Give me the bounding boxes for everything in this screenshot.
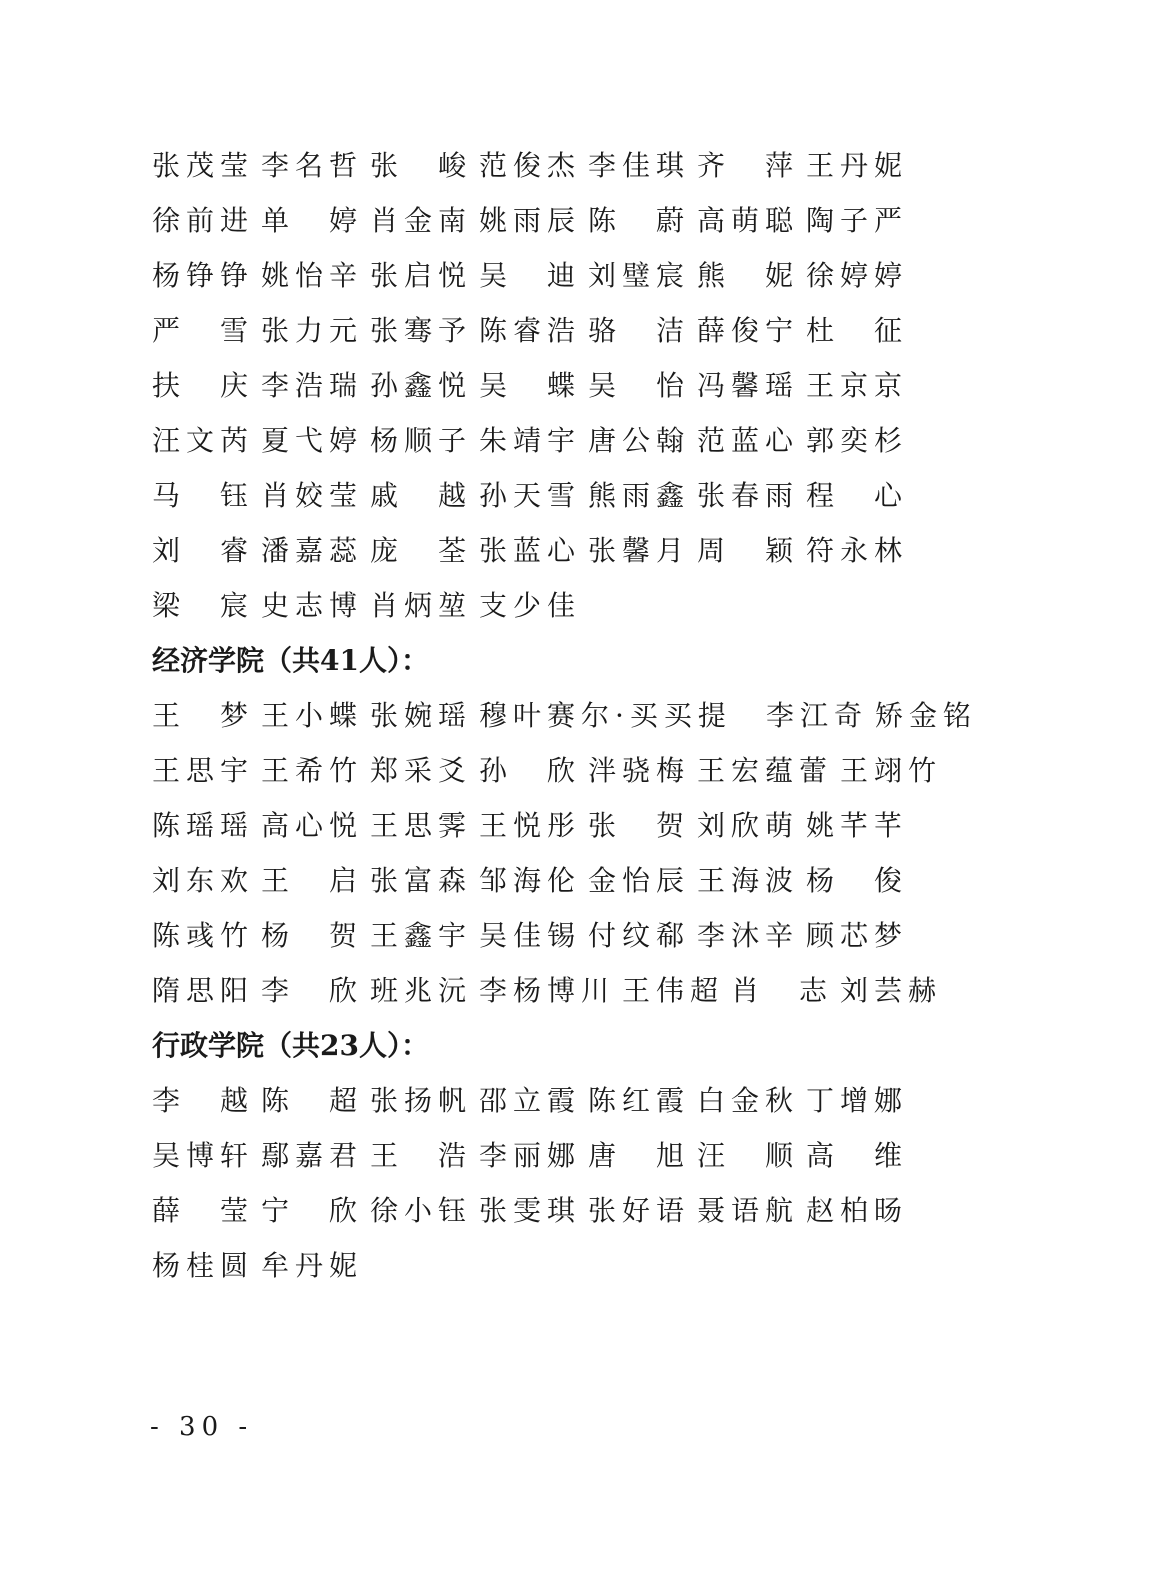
person-name: 符永林 (806, 534, 909, 567)
person-name: 唐 旭 (588, 1139, 691, 1172)
person-name: 张婉瑶 (370, 699, 473, 732)
name-row (152, 853, 952, 908)
person-name: 邹海伦 (479, 864, 582, 897)
person-name: 张 贺 (588, 809, 691, 842)
person-name: 李浩瑞 (261, 369, 364, 402)
person-name: 张雯琪 (479, 1194, 582, 1227)
person-name: 高心悦 (261, 809, 364, 842)
name-row (152, 523, 952, 578)
person-name: 赵柏旸 (806, 1194, 909, 1227)
person-name: 齐 萍 (697, 149, 800, 182)
person-name: 吴博轩 (152, 1139, 255, 1172)
person-name: 夏弋婷 (261, 424, 364, 457)
person-name: 邵立霞 (479, 1084, 582, 1117)
person-name: 聂语航 (697, 1194, 800, 1227)
person-name: 梁 宸 (152, 589, 255, 622)
name-row (152, 248, 952, 303)
name-row (152, 468, 952, 523)
section-heading: 经济学院（共41人）： (152, 644, 429, 677)
person-name: 陈睿浩 (479, 314, 582, 347)
person-name: 王海波 (697, 864, 800, 897)
person-name: 姚怡辛 (261, 259, 364, 292)
name-row (152, 963, 952, 1018)
person-name: 汪 顺 (697, 1139, 800, 1172)
person-name: 张富森 (370, 864, 473, 897)
person-name: 李佳琪 (588, 149, 691, 182)
person-name: 张力元 (261, 314, 364, 347)
name-row (152, 358, 952, 413)
person-name: 王希竹 (261, 754, 364, 787)
person-name: 隋思阳 (152, 974, 255, 1007)
person-name: 程 心 (806, 479, 909, 512)
person-name: 肖 志 (731, 974, 834, 1007)
person-name: 张蓝心 (479, 534, 582, 567)
person-name: 矫金铭 (875, 699, 978, 732)
name-list-content (152, 138, 978, 1293)
person-name: 陈 超 (261, 1084, 364, 1117)
person-name: 杨铮铮 (152, 259, 255, 292)
person-name: 戚 越 (370, 479, 473, 512)
person-name: 杜 征 (806, 314, 909, 347)
name-row (152, 1183, 952, 1238)
person-name: 牟丹妮 (261, 1249, 364, 1282)
person-name: 王小蝶 (261, 699, 364, 732)
person-name: 严 雪 (152, 314, 255, 347)
person-name: 李杨博川 (479, 974, 616, 1007)
person-name: 杨 贺 (261, 919, 364, 952)
person-name: 肖姣莹 (261, 479, 364, 512)
person-name: 王伟超 (622, 974, 725, 1007)
person-name: 穆叶赛尔·买买提 (479, 699, 732, 732)
person-name: 吴 迪 (479, 259, 582, 292)
page-number: - 30 - (150, 1412, 254, 1442)
person-name: 宁 欣 (261, 1194, 364, 1227)
person-name: 张好语 (588, 1194, 691, 1227)
person-name: 杨顺子 (370, 424, 473, 457)
person-name: 范蓝心 (697, 424, 800, 457)
person-name: 王思宇 (152, 754, 255, 787)
name-row (152, 688, 978, 743)
name-row (152, 303, 952, 358)
name-row (152, 138, 952, 193)
person-name: 张骞予 (370, 314, 473, 347)
person-name: 支少佳 (479, 589, 582, 622)
person-name: 张馨月 (588, 534, 691, 567)
person-name: 陈红霞 (588, 1084, 691, 1117)
person-name: 李丽娜 (479, 1139, 582, 1172)
person-name: 王 梦 (152, 699, 255, 732)
person-name: 熊 妮 (697, 259, 800, 292)
person-name: 李 欣 (261, 974, 364, 1007)
person-name: 泮骁梅 (588, 754, 691, 787)
person-name: 刘欣萌 (697, 809, 800, 842)
name-row (152, 413, 952, 468)
person-name: 杨桂圆 (152, 1249, 255, 1282)
person-name: 薛 莹 (152, 1194, 255, 1227)
person-name: 王思霁 (370, 809, 473, 842)
person-name: 李沐辛 (697, 919, 800, 952)
person-name: 刘璧宸 (588, 259, 691, 292)
person-name: 王悦彤 (479, 809, 582, 842)
person-name: 金怡辰 (588, 864, 691, 897)
person-name: 吴 怡 (588, 369, 691, 402)
person-name: 郑采爻 (370, 754, 473, 787)
name-row (152, 193, 952, 248)
person-name: 孙 欣 (479, 754, 582, 787)
name-row (152, 1073, 952, 1128)
person-name: 孙天雪 (479, 479, 582, 512)
person-name: 顾芯梦 (806, 919, 909, 952)
person-name: 熊雨鑫 (588, 479, 691, 512)
person-name: 王宏蕴蕾 (697, 754, 834, 787)
person-name: 张启悦 (370, 259, 473, 292)
person-name: 王翊竹 (840, 754, 943, 787)
person-name: 杨 俊 (806, 864, 909, 897)
person-name: 吴佳锡 (479, 919, 582, 952)
person-name: 朱靖宇 (479, 424, 582, 457)
person-name: 王 浩 (370, 1139, 473, 1172)
person-name: 吴 蝶 (479, 369, 582, 402)
person-name: 庞 荃 (370, 534, 473, 567)
person-name: 陈彧竹 (152, 919, 255, 952)
person-name: 徐前进 (152, 204, 255, 237)
name-row (152, 743, 952, 798)
name-row (152, 798, 952, 853)
person-name: 马 钰 (152, 479, 255, 512)
person-name: 王京京 (806, 369, 909, 402)
person-name: 单 婷 (261, 204, 364, 237)
section-heading: 行政学院（共23人）： (152, 1029, 429, 1062)
person-name: 孙鑫悦 (370, 369, 473, 402)
person-name: 肖炳堃 (370, 589, 473, 622)
person-name: 范俊杰 (479, 149, 582, 182)
name-row (152, 1128, 952, 1183)
person-name: 姚芊芊 (806, 809, 909, 842)
person-name: 薛俊宁 (697, 314, 800, 347)
person-name: 李名哲 (261, 149, 364, 182)
person-name: 鄢嘉君 (261, 1139, 364, 1172)
person-name: 郭奕杉 (806, 424, 909, 457)
person-name: 王鑫宇 (370, 919, 473, 952)
person-name: 白金秋 (697, 1084, 800, 1117)
person-name: 刘东欢 (152, 864, 255, 897)
person-name: 潘嘉蕊 (261, 534, 364, 567)
person-name: 周 颖 (697, 534, 800, 567)
person-name: 张春雨 (697, 479, 800, 512)
person-name: 刘芸赫 (840, 974, 943, 1007)
name-row (152, 908, 952, 963)
person-name: 徐婷婷 (806, 259, 909, 292)
person-name: 高 维 (806, 1139, 909, 1172)
person-name: 高萌聪 (697, 204, 800, 237)
person-name: 张扬帆 (370, 1084, 473, 1117)
person-name: 徐小钰 (370, 1194, 473, 1227)
person-name: 冯馨瑶 (697, 369, 800, 402)
name-row (152, 1238, 952, 1293)
person-name: 骆 洁 (588, 314, 691, 347)
name-row (152, 578, 952, 633)
person-name: 史志博 (261, 589, 364, 622)
person-name: 姚雨辰 (479, 204, 582, 237)
person-name: 张 峻 (370, 149, 473, 182)
person-name: 丁增娜 (806, 1084, 909, 1117)
person-name: 肖金南 (370, 204, 473, 237)
person-name: 班兆沅 (370, 974, 473, 1007)
person-name: 陈瑶瑶 (152, 809, 255, 842)
person-name: 扶 庆 (152, 369, 255, 402)
person-name: 汪文芮 (152, 424, 255, 457)
person-name: 李 越 (152, 1084, 255, 1117)
person-name: 李江奇 (766, 699, 869, 732)
person-name: 张茂莹 (152, 149, 255, 182)
person-name: 陈 蔚 (588, 204, 691, 237)
person-name: 刘 睿 (152, 534, 255, 567)
person-name: 王 启 (261, 864, 364, 897)
person-name: 唐公翰 (588, 424, 691, 457)
person-name: 王丹妮 (806, 149, 909, 182)
person-name: 陶子严 (806, 204, 909, 237)
person-name: 付纹郗 (588, 919, 691, 952)
